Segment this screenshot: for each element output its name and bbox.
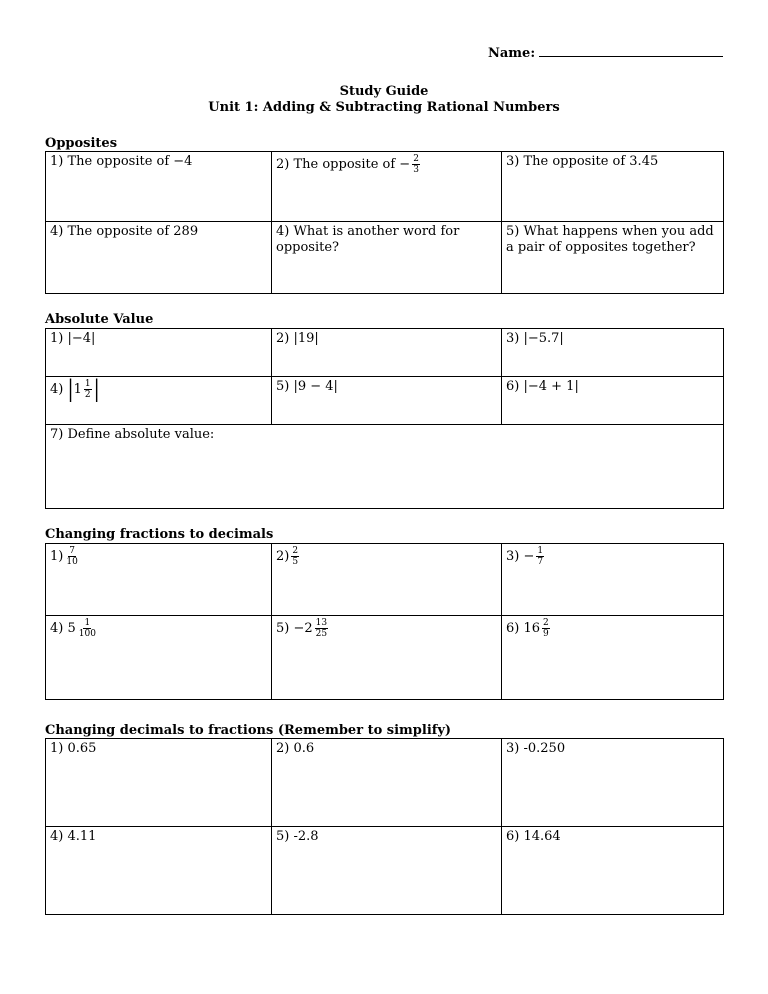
frac-q6 bbox=[502, 616, 724, 700]
absolute-q4 bbox=[46, 377, 272, 425]
decimals-to-fractions-heading: Changing decimals to fractions (Remember to simplify) bbox=[45, 723, 452, 738]
fraction-numerator: 2 bbox=[543, 618, 549, 628]
opposites-heading: Opposites bbox=[45, 136, 118, 151]
frac-q4 bbox=[46, 616, 272, 700]
fraction bbox=[542, 618, 550, 639]
opposites-q2 bbox=[272, 152, 502, 222]
opposites-q1: 1) The opposite of −4 bbox=[46, 152, 272, 222]
mixed-number-whole: 1 bbox=[73, 382, 82, 397]
opposites-q6: 5) What happens when you add a pair of opposites together? bbox=[502, 222, 724, 294]
fraction-numerator: 2 bbox=[292, 546, 299, 556]
opposites-q5: 4) What is another word for opposite? bbox=[272, 222, 502, 294]
fraction-numerator: 1 bbox=[84, 379, 91, 389]
absolute-q5: 5) |9 − 4| bbox=[272, 377, 502, 425]
absolute-q3: 3) |−5.7| bbox=[502, 329, 724, 377]
frac-q5-text: 5) −2 bbox=[276, 621, 313, 636]
absolute-q6: 6) |−4 + 1| bbox=[502, 377, 724, 425]
frac-q4-text: 4) 5 bbox=[50, 621, 76, 636]
fraction bbox=[65, 546, 78, 567]
dec-q3: 3) -0.250 bbox=[502, 739, 724, 827]
fraction-denominator: 3 bbox=[413, 165, 419, 175]
fraction bbox=[536, 546, 544, 567]
dec-q1: 1) 0.65 bbox=[46, 739, 272, 827]
fraction bbox=[412, 154, 420, 175]
opposites-table bbox=[45, 151, 724, 294]
fraction-denominator: 2 bbox=[84, 390, 91, 400]
frac-q2-text: 2) bbox=[276, 549, 290, 564]
absolute-value-table bbox=[45, 328, 724, 509]
fraction-numerator: 2 bbox=[413, 154, 419, 164]
frac-q5 bbox=[272, 616, 502, 700]
fraction-denominator: 9 bbox=[543, 629, 549, 639]
name-blank bbox=[539, 44, 723, 57]
fraction bbox=[84, 379, 92, 400]
fraction bbox=[78, 618, 97, 639]
fraction-denominator: 7 bbox=[537, 557, 544, 567]
name-field bbox=[488, 44, 723, 61]
absolute-q4-text: 4) bbox=[50, 382, 68, 397]
fraction-numerator: 1 bbox=[537, 546, 544, 556]
frac-q3-text: 3) − bbox=[506, 549, 535, 564]
dec-q5: 5) -2.8 bbox=[272, 827, 502, 915]
opposites-q4: 4) The opposite of 289 bbox=[46, 222, 272, 294]
absolute-q7: 7) Define absolute value: bbox=[46, 425, 724, 509]
decimals-to-fractions-table bbox=[45, 738, 724, 915]
fraction-denominator: 10 bbox=[66, 557, 78, 567]
frac-q3 bbox=[502, 544, 724, 616]
fraction-numerator: 7 bbox=[69, 546, 75, 556]
dec-q6: 6) 14.64 bbox=[502, 827, 724, 915]
absolute-bar-right: | bbox=[93, 375, 100, 403]
dec-q2: 2) 0.6 bbox=[272, 739, 502, 827]
fraction-denominator: 25 bbox=[315, 629, 328, 639]
fraction-numerator: 1 bbox=[84, 618, 91, 628]
fraction bbox=[291, 546, 299, 567]
frac-q2 bbox=[272, 544, 502, 616]
frac-q6-text: 6) 16 bbox=[506, 621, 541, 636]
absolute-q2: 2) |19| bbox=[272, 329, 502, 377]
absolute-bar-left: | bbox=[67, 375, 74, 403]
absolute-value-heading: Absolute Value bbox=[45, 312, 154, 327]
frac-q1-text: 1) bbox=[50, 549, 64, 564]
opposites-q2-text: 2) The opposite of − bbox=[276, 157, 411, 172]
fraction bbox=[315, 618, 328, 639]
opposites-q3: 3) The opposite of 3.45 bbox=[502, 152, 724, 222]
document-title: Study Guide bbox=[339, 84, 429, 99]
fraction-numerator: 13 bbox=[315, 618, 328, 628]
fractions-to-decimals-table bbox=[45, 543, 724, 700]
fraction-denominator: 100 bbox=[78, 629, 96, 639]
fraction-denominator: 5 bbox=[292, 557, 299, 567]
fractions-to-decimals-heading: Changing fractions to decimals bbox=[45, 527, 274, 542]
frac-q1 bbox=[46, 544, 272, 616]
document-subtitle: Unit 1: Adding & Subtracting Rational Numbers bbox=[208, 100, 560, 115]
name-label: Name: bbox=[488, 46, 536, 61]
dec-q4: 4) 4.11 bbox=[46, 827, 272, 915]
absolute-q1: 1) |−4| bbox=[46, 329, 272, 377]
